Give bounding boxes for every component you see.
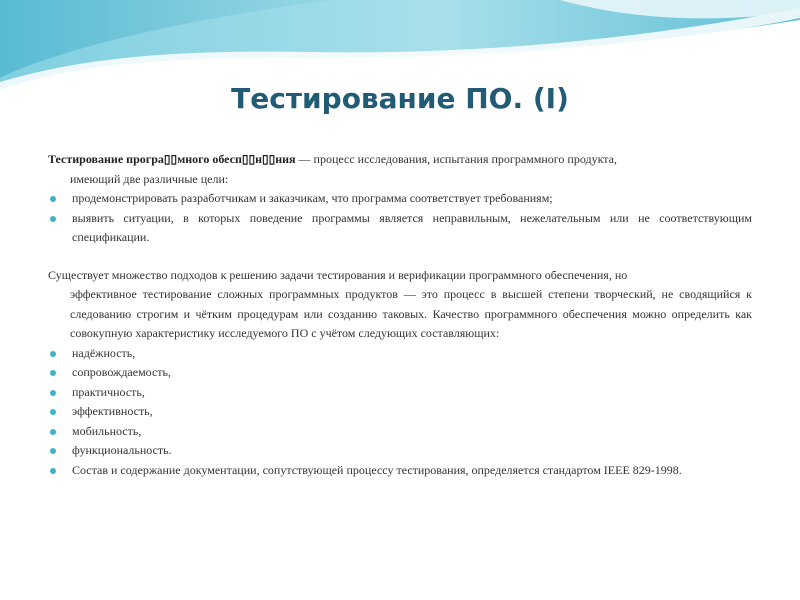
bullet-dot-icon [50, 448, 56, 454]
list-item-text: практичность, [72, 384, 145, 399]
intro-continuation: имеющий две различные цели: [70, 171, 229, 186]
bullet-dot-icon [50, 216, 56, 222]
goals-list [48, 189, 752, 248]
approaches-paragraph-first: Существует множество подходов к решению задачи тестирования и верификации программного обеспечения, но [48, 267, 628, 282]
approaches-paragraph-rest: эффективное тестирование сложных программных продуктов — это процесс в высшей степени творческий, не сводящийся к следованию строгим и чётким процедурам или созданию таковых. Качество программного обеспечения можно определить как совокупную характеристику исследуемого ПО с учётом следующих составляющих: [70, 287, 752, 340]
intro-rest: процесс исследования, испытания программного продукта, [313, 152, 617, 166]
bullet-dot-icon [50, 390, 56, 396]
list-item [48, 209, 752, 248]
bullet-dot-icon [50, 468, 56, 474]
qualities-list [48, 344, 752, 481]
list-item [48, 363, 752, 383]
bullet-dot-icon [50, 351, 56, 357]
intro-term: Тестирование програ▯▯много обесп▯▯н▯▯ния [48, 152, 296, 166]
list-item-text: выявить ситуации, в которых поведение программы является неправильным, нежелательным или не соответствующим спецификации. [72, 210, 752, 244]
list-item-text: мобильность, [72, 423, 142, 438]
list-item-text: Состав и содержание документации, сопутствующей процессу тестирования, определяется стандартом IEEE 829-1998. [72, 462, 682, 477]
bullet-dot-icon [50, 429, 56, 435]
bullet-dot-icon [50, 370, 56, 376]
list-item-text: эффективность, [72, 404, 153, 418]
list-item [48, 441, 752, 461]
bullet-dot-icon [50, 409, 56, 415]
bullet-dot-icon [50, 196, 56, 202]
list-item-text: функциональность. [72, 443, 172, 457]
slide-content [48, 150, 752, 480]
list-item [48, 422, 752, 442]
list-item [48, 402, 752, 422]
list-item-text: надёжность, [72, 345, 136, 360]
intro-dash: — [295, 152, 314, 166]
header-wave-decoration [0, 0, 800, 95]
list-item-text: продемонстрировать разработчикам и заказчикам, что программа соответствует требованиям; [72, 191, 553, 205]
list-item [48, 344, 752, 364]
intro-paragraph [48, 150, 752, 170]
list-item [48, 383, 752, 403]
list-item [48, 189, 752, 209]
list-item [48, 461, 752, 481]
list-item-text: сопровождаемость, [72, 365, 172, 379]
slide-title: Тестирование ПО. (I) [231, 82, 569, 115]
